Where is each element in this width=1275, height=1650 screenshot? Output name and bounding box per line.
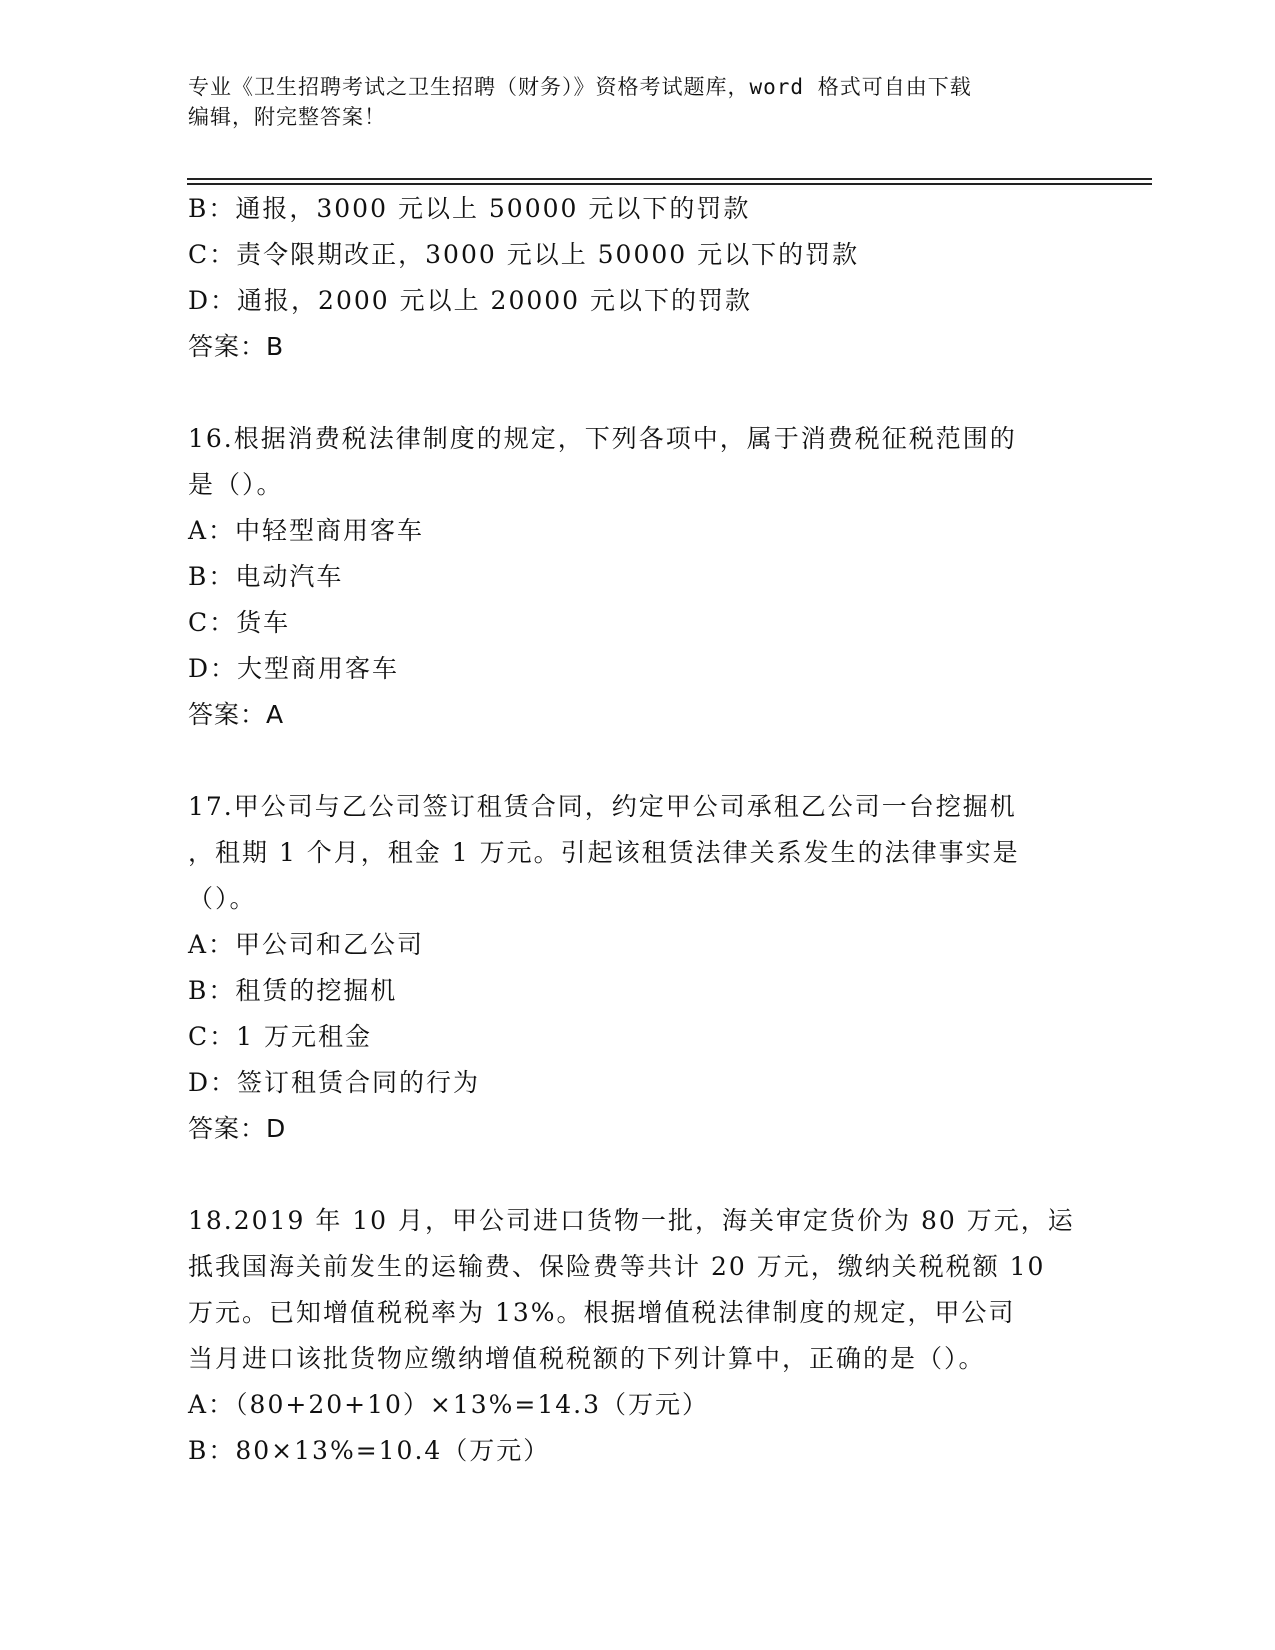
question-stem: 当月进口该批货物应缴纳增值税税额的下列计算中，正确的是（）。 [188, 1344, 986, 1373]
option-d: D：通报，2000 元以上 20000 元以下的罚款 [188, 286, 753, 315]
question-stem: 16.根据消费税法律制度的规定，下列各项中，属于消费税征税范围的 [188, 424, 1017, 453]
spacer [188, 1152, 1088, 1198]
answer-line: 答案：D [188, 1114, 287, 1143]
option-b: B：通报，3000 元以上 50000 元以下的罚款 [188, 194, 751, 223]
option-c: C：1 万元租金 [188, 1022, 372, 1051]
option-a: A：（80+20+10）×13%=14.3（万元） [188, 1390, 710, 1419]
header-rule-top [187, 178, 1152, 180]
question-18 [188, 1198, 1088, 1474]
option-b: B：电动汽车 [188, 562, 344, 591]
spacer [188, 738, 1088, 784]
header-line-2: 编辑，附完整答案！ [188, 105, 386, 129]
question-stem: ，租期 1 个月，租金 1 万元。引起该租赁法律关系发生的法律事实是 [188, 838, 1020, 867]
question-stem: 是（）。 [188, 470, 284, 499]
question-15-tail [188, 186, 1088, 370]
option-b: B：租赁的挖掘机 [188, 976, 398, 1005]
option-b: B：80×13%=10.4（万元） [188, 1436, 551, 1465]
spacer [188, 370, 1088, 416]
question-stem: （）。 [188, 884, 257, 913]
question-stem: 17.甲公司与乙公司签订租赁合同，约定甲公司承租乙公司一台挖掘机 [188, 792, 1017, 821]
question-stem: 抵我国海关前发生的运输费、保险费等共计 20 万元，缴纳关税税额 10 [188, 1252, 1046, 1281]
header-line-1: 专业《卫生招聘考试之卫生招聘（财务）》资格考试题库，word 格式可自由下载 [188, 75, 972, 99]
option-a: A：中轻型商用客车 [188, 516, 425, 545]
question-stem: 18.2019 年 10 月，甲公司进口货物一批，海关审定货价为 80 万元，运 [188, 1206, 1075, 1235]
option-d: D：大型商用客车 [188, 654, 400, 683]
option-c: C：货车 [188, 608, 291, 637]
option-a: A：甲公司和乙公司 [188, 930, 425, 959]
question-16 [188, 416, 1088, 738]
question-list [188, 186, 1088, 1474]
question-17 [188, 784, 1088, 1152]
answer-line: 答案：A [188, 700, 285, 729]
answer-line: 答案：B [188, 332, 285, 361]
option-d: D：签订租赁合同的行为 [188, 1068, 481, 1097]
question-stem: 万元。已知增值税税率为 13%。根据增值税法律制度的规定，甲公司 [188, 1298, 1016, 1327]
header-rule-bottom [187, 183, 1152, 185]
option-c: C：责令限期改正，3000 元以上 50000 元以下的罚款 [188, 240, 860, 269]
document-header [188, 72, 1088, 132]
